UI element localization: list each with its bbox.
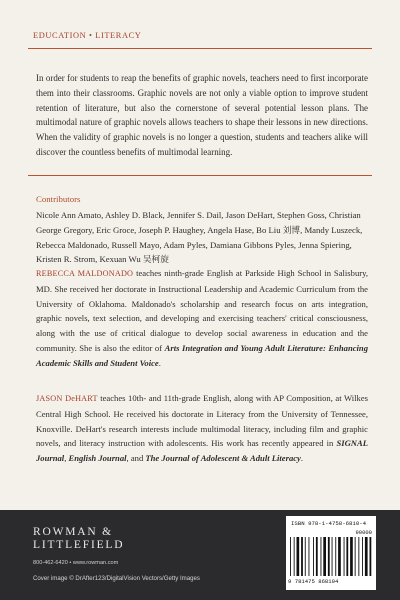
middle-divider — [28, 175, 372, 176]
author-name-maldonado: REBECCA MALDONADO — [36, 269, 134, 278]
publisher-name-line-1: ROWMAN & — [33, 526, 113, 538]
author-bio-dehart — [36, 391, 368, 466]
author-bio-maldonado — [36, 266, 368, 370]
journal-adolescent-adult-literacy: The Journal of Adolescent & Adult Literacy — [145, 453, 301, 463]
barcode-icon — [286, 536, 376, 577]
publisher-contact: 800-462-6420 • www.rowman.com — [33, 560, 119, 566]
journal-separator-1: , — [64, 453, 69, 463]
bio-text-dehart: teaches 10th- and 11th-grade English, along with AP Composition, at Wilkes Central High School. He received his doctorate in Literacy from the University of Tennessee, Knoxville. DeHart's research interests include multimodal literacy, including film and graphic novels, and literacy instruction with adolescents. His work has recently appeared in — [36, 393, 368, 449]
book-title-arts-integration: Arts Integration and Young Adult Literature: Enhancing Academic Skills and Student Voice — [36, 342, 368, 368]
publisher-logo — [33, 526, 124, 551]
contributors-heading: Contributors — [36, 194, 81, 204]
category-label: EDUCATION • LITERACY — [33, 31, 142, 40]
contributors-list: Nicole Ann Amato, Ashley D. Black, Jennifer S. Dail, Jason DeHart, Stephen Goss, Christian George Gregory, Eric Groce, Joseph P. Haughey, Angela Hase, Bo Liu 刘博, Mandy Luszeck, Rebecca Maldonado, Russell Mayo, Adam Pyles, Damiana Gibbons Pyles, Jenna Spiering, Kristen R. Strom, Kexuan Wu 吴柯旋 — [36, 210, 363, 265]
publisher-footer — [0, 510, 400, 600]
journal-separator-2: , and — [126, 453, 146, 463]
barcode-number: 9 781475 868104 — [288, 578, 339, 585]
isbn-label: ISBN 978-1-4758-6810-4 — [291, 520, 367, 527]
bio-text-maldonado: teaches ninth-grade English at Parkside High School in Salisbury, MD. She received her doctorate in Instructional Leadership and Academic Curriculum from the University of Oklahoma. Maldonado's scholarship and research focus on arts integration, graphic novels, text selection, and developing and exercising teachers' critical consciousness, along with the use of critical dialogue to develop social awareness in education and the community. She is also the editor of — [36, 268, 368, 353]
journal-signal: SIGNAL Journal — [36, 438, 368, 463]
journal-english: English Journal — [68, 453, 127, 463]
author-name-dehart: JASON DeHART — [36, 394, 98, 403]
cover-image-credit: Cover image © DrAfter123/DigitalVision Vectors/Getty Images — [33, 575, 200, 582]
isbn-barcode-block — [286, 516, 376, 590]
intro-paragraph: In order for students to reap the benefits of graphic novels, teachers need to first incorporate them into their classrooms. Graphic novels are not only a viable option to improve student retention of literature, but also the cornerstone of several potential lesson plans. The multimodal nature of graphic novels allows teachers to shape their lessons in new directions. When the validity of graphic novels is no longer a question, students and teachers alike will discover the countless benefits of multimodal learning. — [36, 73, 368, 157]
publisher-name-line-2: LITTLEFIELD — [33, 538, 125, 551]
top-divider — [28, 48, 372, 49]
bio-end-dehart: . — [300, 453, 304, 463]
bio-end-maldonado: . — [158, 357, 161, 368]
price-code: 90000 — [355, 529, 372, 536]
